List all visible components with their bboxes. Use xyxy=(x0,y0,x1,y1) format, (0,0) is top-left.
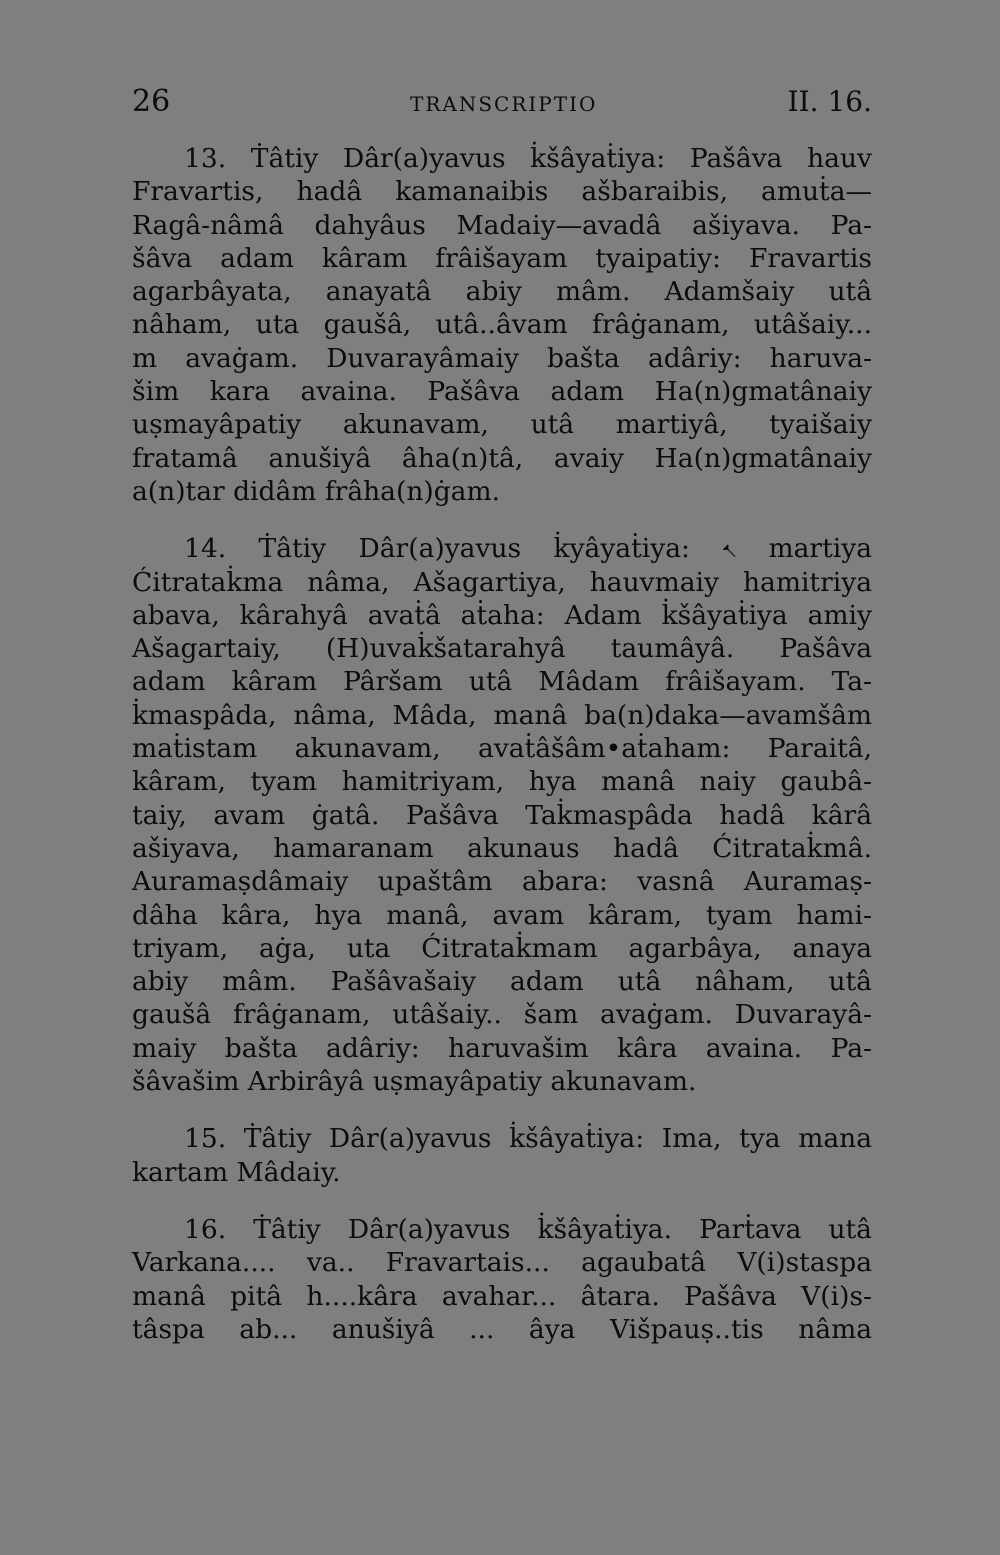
text-line: triyam, aġa, uta Ćitratak̇mam agarbâya, anaya xyxy=(132,932,872,964)
text-line: 15. Ṫâtiy Dâr(a)yavus k̇šâyaṫiya: Ima, tya mana xyxy=(184,1123,872,1155)
text-line: Ragâ-nâmâ dahyâus Madaiy—avadâ ašiyava. Pa- xyxy=(132,209,872,241)
text-line: šâva adam kâram frâišayam tyaipatiy: Fravartis xyxy=(132,242,872,274)
text-line: kartam Mâdaiy. xyxy=(132,1156,341,1188)
text-line: nâham, uta gaušâ, utâ..âvam frâġanam, utâšaiy... xyxy=(132,309,872,341)
page-number: 26 xyxy=(132,84,171,119)
section-reference: II. 16. xyxy=(787,85,872,118)
text-line: Fravartis, hadâ kamanaibis ašbaraibis, amuṫa— xyxy=(132,176,872,208)
text-line: uṣmayâpatiy akunavam, utâ martiyâ, tyaišaiy xyxy=(132,409,872,441)
text-line: tâspa ab... anušiyâ ... âya Višpauṣ..tis nâma xyxy=(132,1313,872,1345)
text-line: taiy, avam ġatâ. Pašâva Tak̇maspâda hadâ kârâ xyxy=(132,799,872,831)
text-line: dâha kâra, hya manâ, avam kâram, tyam hami- xyxy=(132,899,872,931)
text-line: fratamâ anušiyâ âha(n)tâ, avaiy Ha(n)gmatânaiy xyxy=(132,442,872,474)
text-line: m avaġam. Duvarayâmaiy bašta adâriy: haruva- xyxy=(132,342,872,374)
text-line: 16. Ṫâtiy Dâr(a)yavus k̇šâyaṫiya. Parṫava utâ xyxy=(184,1213,872,1245)
text-line: k̇maspâda, nâma, Mâda, manâ ba(n)daka—avamšâm xyxy=(132,699,872,731)
text-line: maiy bašta adâriy: haruvašim kâra avaina. Pa- xyxy=(132,1032,872,1064)
text-line: šâvašim Arbirâyâ uṣmayâpatiy akunavam. xyxy=(132,1066,697,1098)
text-line: adam kâram Pâršam utâ Mâdam frâišayam. Ta- xyxy=(132,666,872,698)
text-line: a(n)tar didâm frâha(n)ġam. xyxy=(132,475,501,507)
text-line: abava, kârahyâ avaṫâ aṫaha: Adam k̇šâyaṫiya amiy xyxy=(132,599,872,631)
paragraph-15 xyxy=(132,1122,872,1189)
text-line: abiy mâm. Pašâvašaiy adam utâ nâham, utâ xyxy=(132,966,872,998)
text-line: Auramaṣdâmaiy upaštâm abara: vasnâ Auramaṣ- xyxy=(132,866,872,898)
text-line: 13. Ṫâtiy Dâr(a)yavus k̇šâyaṫiya: Pašâva hauv xyxy=(184,143,872,174)
paragraph-14 xyxy=(132,532,872,1098)
running-title: TRANSCRIPTIO xyxy=(410,92,598,116)
text-line: agarbâyata, anayatâ abiy mâm. Adamšaiy utâ xyxy=(132,276,872,308)
paragraph-13 xyxy=(132,142,872,508)
text-line: šim kara avaina. Pašâva adam Ha(n)gmatânaiy xyxy=(132,376,872,408)
text-line: Ašagartaiy, (H)uvak̇šatarahyâ taumâyâ. Pašâva xyxy=(132,633,872,665)
text-line: Ćitratak̇ma nâma, Ašagartiya, hauvmaiy hamitriya xyxy=(132,566,872,598)
text-line: 14. Ṫâtiy Dâr(a)yavus k̇yâyaṫiya: 𐏐 martiya xyxy=(184,533,872,565)
text-line: manâ pitâ h....kâra avahar... âtara. Pašâva V(i)s- xyxy=(132,1280,872,1312)
page-header xyxy=(132,84,872,124)
text-line: Varkana.... va.. Fravartais... agaubatâ V(i)staspa xyxy=(132,1247,872,1279)
text-line: ašiyava, hamaranam akunaus hadâ Ćitratak̇mâ. xyxy=(132,832,872,864)
text-line: gaušâ frâġanam, utâšaiy.. šam avaġam. Duvarayâ- xyxy=(132,999,872,1031)
text-line: kâram, tyam hamitriyam, hya manâ naiy gaubâ- xyxy=(132,766,872,798)
paragraph-16 xyxy=(132,1213,872,1346)
text-line: maṫistam akunavam, avaṫâšâm•aṫaham: Paraitâ, xyxy=(132,733,872,765)
transcription-text xyxy=(132,142,872,1346)
